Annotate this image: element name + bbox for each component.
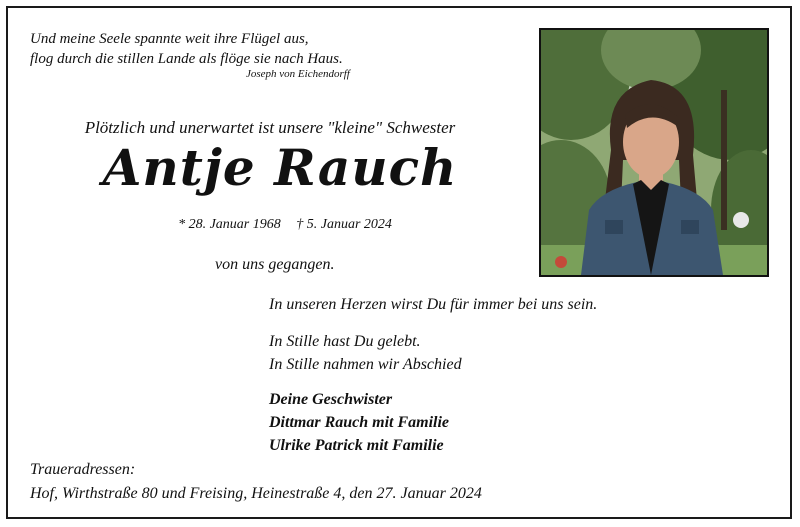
life-dates bbox=[0, 217, 570, 233]
verse-line: In Stille hast Du gelebt. bbox=[269, 333, 421, 350]
signature-block bbox=[269, 388, 449, 457]
birth-date: * 28. Januar 1968 bbox=[178, 217, 281, 232]
intro-text: Plötzlich und unerwartet ist unsere "kleine" Schwester bbox=[84, 118, 456, 137]
verse-line: In unseren Herzen wirst Du für immer bei uns sein. bbox=[269, 296, 598, 313]
signature-line: Deine Geschwister bbox=[269, 391, 393, 408]
verse-line: In Stille nahmen wir Abschied bbox=[269, 356, 462, 373]
mourning-address bbox=[30, 458, 482, 506]
poem-line: Und meine Seele spannte weit ihre Flügel aus, bbox=[30, 31, 309, 47]
passed-away-text: von uns gegangen. bbox=[215, 256, 335, 273]
poem-author: Joseph von Eichendorff bbox=[246, 68, 350, 80]
poem-line: flog durch die stillen Lande als flöge sie nach Haus. bbox=[30, 51, 343, 67]
deceased-name: Antje Rauch bbox=[102, 138, 458, 197]
verse-block-2 bbox=[269, 330, 462, 376]
verse-block-1 bbox=[269, 293, 597, 316]
poem bbox=[30, 29, 343, 69]
signature-line: Dittmar Rauch mit Familie bbox=[269, 414, 450, 431]
address-text: Hof, Wirthstraße 80 und Freising, Heinestraße 4, den 27. Januar 2024 bbox=[30, 485, 482, 502]
portrait-photo bbox=[539, 28, 769, 277]
signature-line: Ulrike Patrick mit Familie bbox=[269, 437, 444, 454]
death-date: † 5. Januar 2024 bbox=[296, 217, 392, 232]
address-label: Traueradressen: bbox=[30, 461, 136, 478]
